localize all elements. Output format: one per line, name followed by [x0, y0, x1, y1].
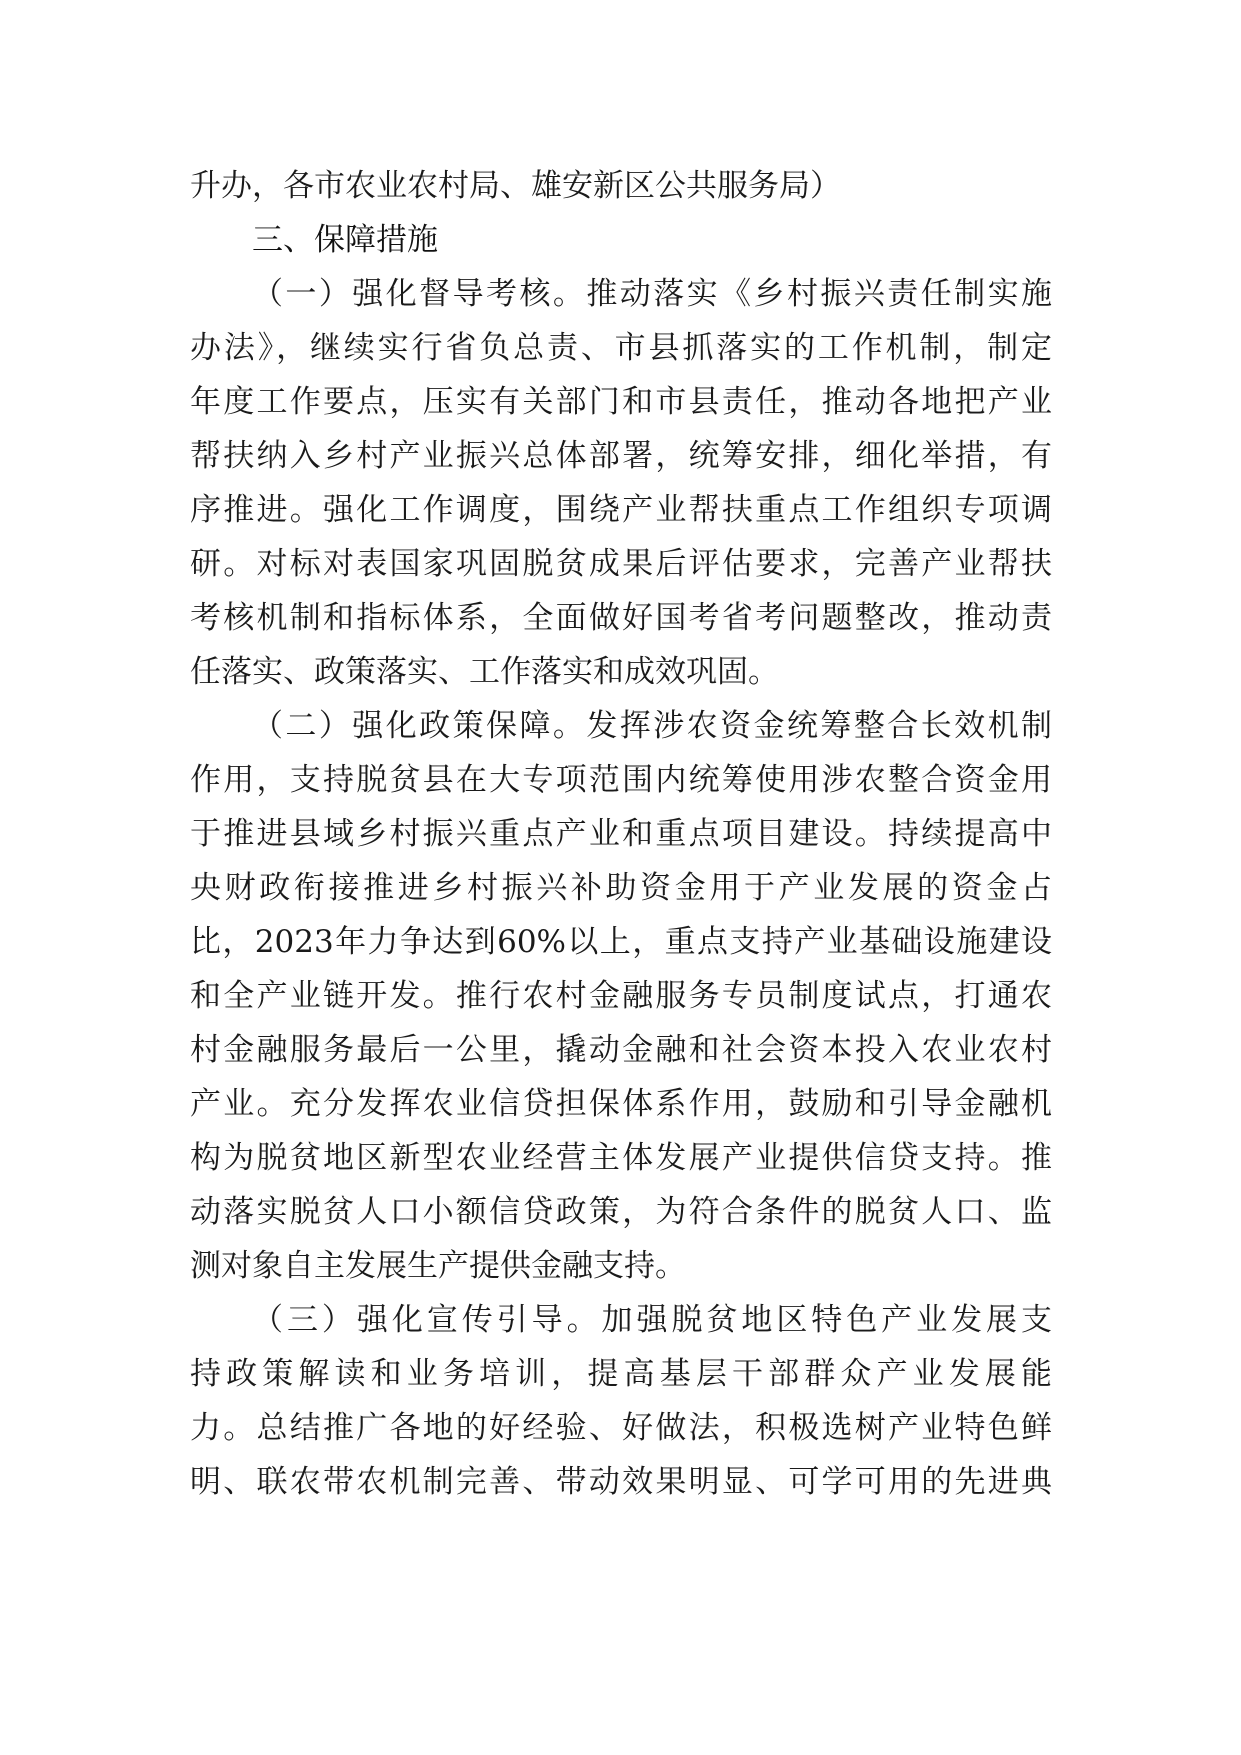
paragraph-3-line-1: （三）强化宣传引导。加强脱贫地区特色产业发展支 [252, 1302, 1052, 1338]
paragraph-2-line-5: 比，2023年力争达到60%以上，重点支持产业基础设施建设 [190, 924, 1052, 960]
paragraph-1-line-5: 序推进。强化工作调度，围绕产业帮扶重点工作组织专项调 [190, 492, 1052, 528]
paragraph-2-line-1: （二）强化政策保障。发挥涉农资金统筹整合长效机制 [252, 708, 1052, 744]
paragraph-2-line-6: 和全产业链开发。推行农村金融服务专员制度试点，打通农 [190, 978, 1052, 1014]
paragraph-3-line-4: 明、联农带农机制完善、带动效果明显、可学可用的先进典 [190, 1464, 1052, 1500]
paragraph-1-line-6: 研。对标对表国家巩固脱贫成果后评估要求，完善产业帮扶 [190, 546, 1052, 582]
paragraph-2-line-10: 动落实脱贫人口小额信贷政策，为符合条件的脱贫人口、监 [190, 1194, 1052, 1230]
paragraph-2-line-9: 构为脱贫地区新型农业经营主体发展产业提供信贷支持。推 [190, 1140, 1052, 1176]
paragraph-2-line-4: 央财政衔接推进乡村振兴补助资金用于产业发展的资金占 [190, 870, 1052, 906]
section-heading: 三、保障措施 [252, 222, 438, 258]
paragraph-2-line-11: 测对象自主发展生产提供金融支持。 [190, 1248, 686, 1284]
paragraph-1-line-8: 任落实、政策落实、工作落实和成效巩固。 [190, 654, 779, 690]
paragraph-3-line-2: 持政策解读和业务培训，提高基层干部群众产业发展能 [190, 1356, 1052, 1392]
paragraph-1-line-4: 帮扶纳入乡村产业振兴总体部署，统筹安排，细化举措，有 [190, 438, 1052, 474]
paragraph-2-line-3: 于推进县域乡村振兴重点产业和重点项目建设。持续提高中 [190, 816, 1052, 852]
paragraph-1-line-7: 考核机制和指标体系，全面做好国考省考问题整改，推动责 [190, 600, 1052, 636]
paragraph-2-line-2: 作用，支持脱贫县在大专项范围内统筹使用涉农整合资金用 [190, 762, 1052, 798]
paragraph-1-line-2: 办法》，继续实行省负总责、市县抓落实的工作机制，制定 [190, 330, 1052, 366]
text-line-1: 升办，各市农业农村局、雄安新区公共服务局） [190, 168, 841, 204]
paragraph-2-line-8: 产业。充分发挥农业信贷担保体系作用，鼓励和引导金融机 [190, 1086, 1052, 1122]
paragraph-1-line-1: （一）强化督导考核。推动落实《乡村振兴责任制实施 [252, 276, 1052, 312]
paragraph-2-line-7: 村金融服务最后一公里，撬动金融和社会资本投入农业农村 [190, 1032, 1052, 1068]
paragraph-1-line-3: 年度工作要点，压实有关部门和市县责任，推动各地把产业 [190, 384, 1052, 420]
paragraph-3-line-3: 力。总结推广各地的好经验、好做法，积极选树产业特色鲜 [190, 1410, 1052, 1446]
